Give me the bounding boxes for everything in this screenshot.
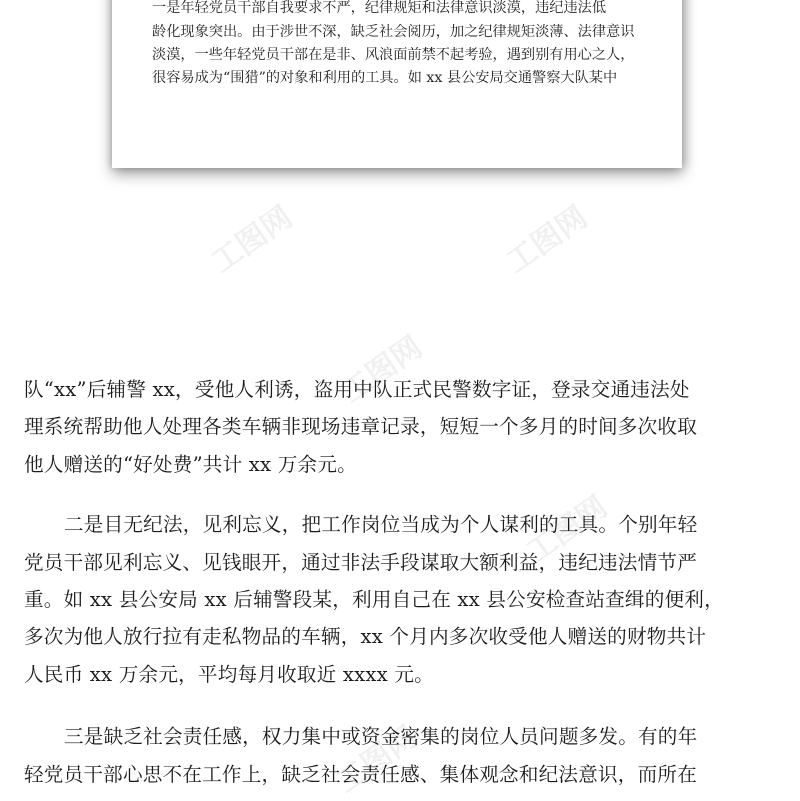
document-preview-card — [112, 0, 682, 168]
body-line: 人民币 xx 万余元，平均每月收取近 xxxx 元。 — [24, 663, 434, 686]
watermark: 工图网 — [335, 329, 429, 411]
preview-line: 龄化现象突出。由于涉世不深，缺乏社会阅历，加之纪律规矩淡薄、法律意识 — [152, 24, 635, 40]
watermark: 工图网 — [520, 489, 614, 571]
body-line: 队“xx”后辅警 xx，受他人利诱，盗用中队正式民警数字证，登录交通违法处 — [24, 378, 690, 401]
body-line: 多次为他人放行拉有走私物品的车辆，xx 个月内多次收受他人赠送的财物共计 — [24, 625, 707, 648]
body-line: 三是缺乏社会责任感，权力集中或资金密集的岗位人员问题多发。有的年 — [64, 725, 698, 748]
watermark: 工图网 — [330, 719, 424, 801]
body-line: 党员干部见利忘义、见钱眼开，通过非法手段谋取大额利益，违纪违法情节严 — [24, 551, 697, 574]
body-line: 他人赠送的“好处费”共计 xx 万余元。 — [24, 453, 357, 476]
body-line: 理系统帮助他人处理各类车辆非现场违章记录，短短一个多月的时间多次收取 — [24, 415, 697, 438]
preview-line: 淡漠，一些年轻党员干部在是非、风浪面前禁不起考验，遇到别有用心之人， — [152, 47, 635, 63]
preview-line: 很容易成为“围猎”的对象和利用的工具。如 xx 县公安局交通警察大队某中 — [152, 70, 618, 86]
body-line: 轻党员干部心思不在工作上，缺乏社会责任感、集体观念和纪法意识，而所在 — [24, 763, 697, 786]
body-line: 二是目无纪法，见利忘义，把工作岗位当成为个人谋利的工具。个别年轻 — [64, 513, 698, 536]
body-line: 重。如 xx 县公安局 xx 后辅警段某，利用自己在 xx 县公安检查站查缉的便利， — [24, 588, 724, 611]
preview-line: 一是年轻党员干部自我要求不严，纪律规矩和法律意识淡漠，违纪违法低 — [152, 0, 607, 16]
watermark: 工图网 — [500, 199, 594, 281]
watermark: 工图网 — [205, 199, 299, 281]
